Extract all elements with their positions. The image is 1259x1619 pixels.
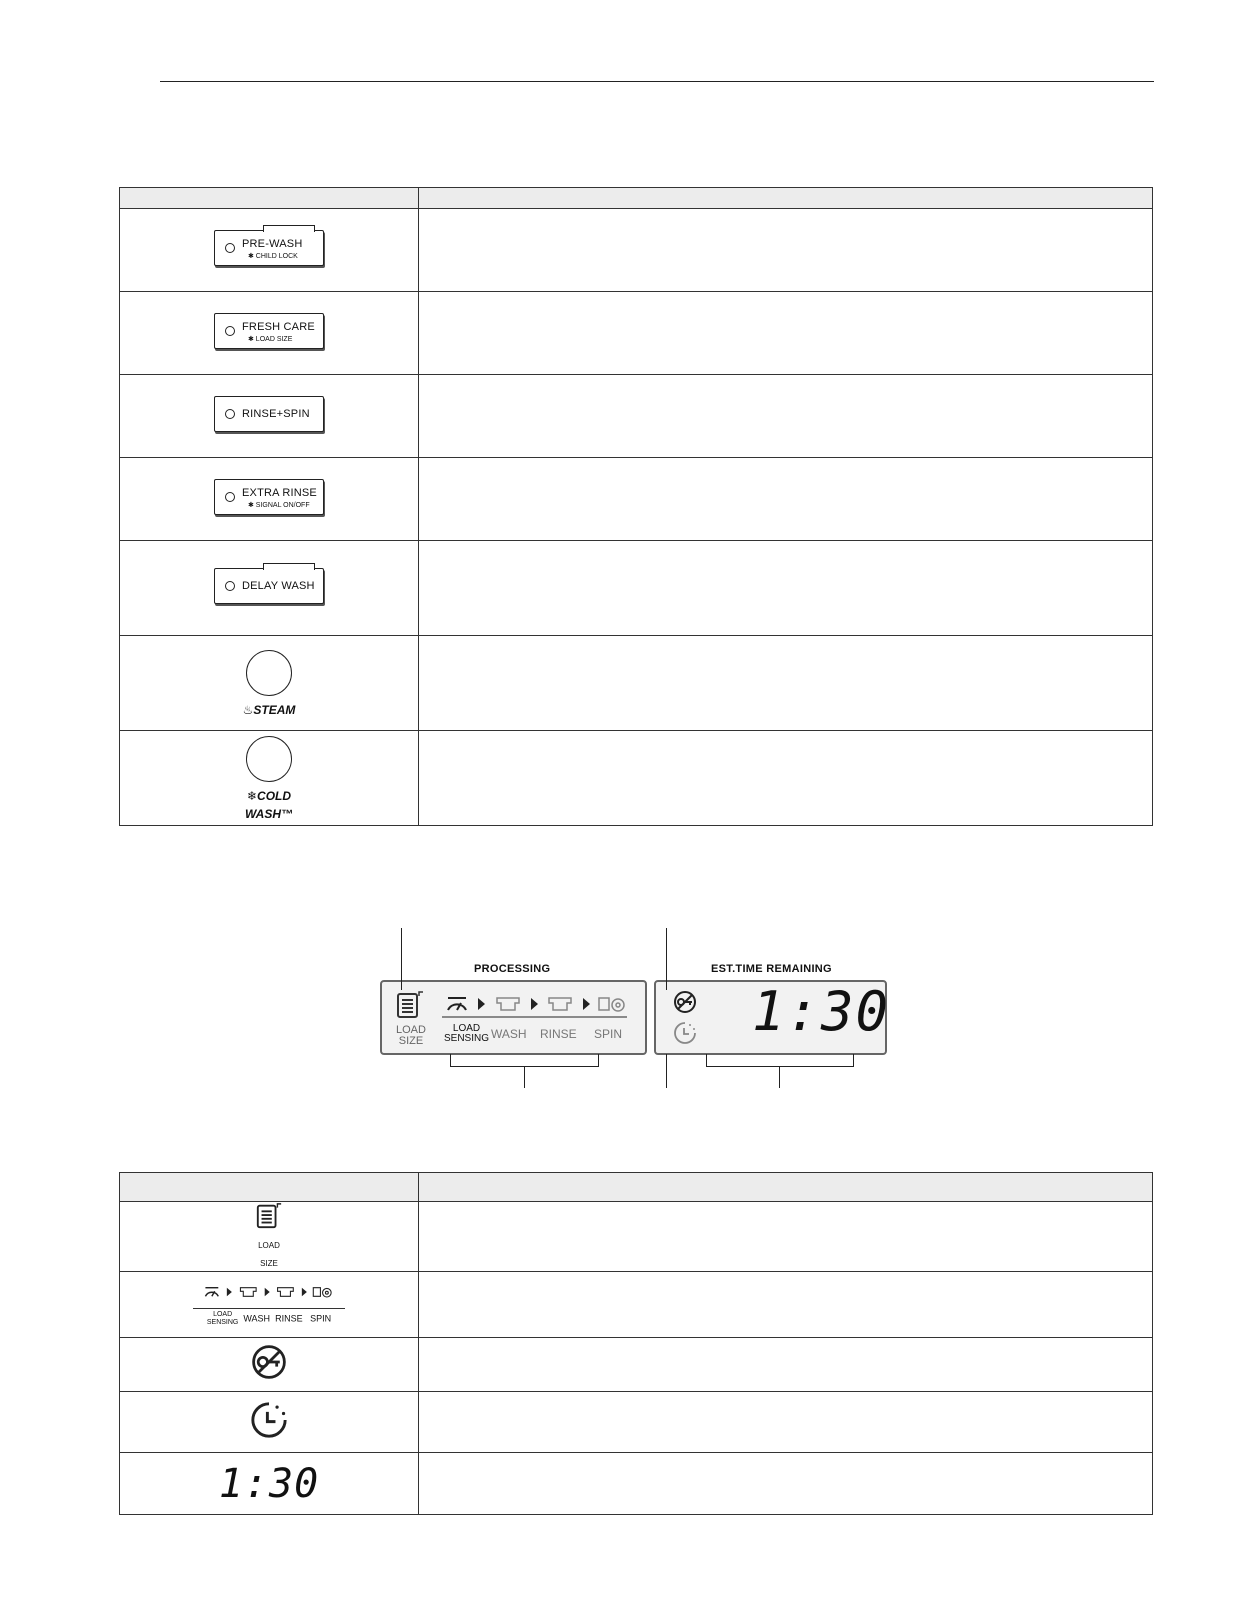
table-row [120,1338,1153,1392]
size-text: SIZE [260,1259,278,1268]
row-description [419,731,1153,826]
bracket-line [706,1066,854,1067]
extra-rinse-label: EXTRA RINSE [242,486,317,499]
load-size-icon [395,990,425,1020]
time-digits: 1:30 [218,1460,320,1507]
options-table [119,187,1153,826]
signal-label: ✱ SIGNAL ON/OFF [248,501,310,509]
table-row [120,1392,1153,1453]
sensing-l2: SENSING [206,1319,239,1326]
indicators-table-header-desc [419,1173,1153,1202]
load-text: LOAD [258,1241,280,1250]
pre-wash-label: PRE-WASH [242,237,303,250]
load-size-icon [255,1202,283,1230]
table-row [120,209,1153,292]
row-description [419,292,1153,375]
row-description [419,1338,1153,1392]
load-sensing-l1: LOAD [452,1023,481,1034]
fresh-care-label: FRESH CARE [242,320,315,333]
row-description [419,1202,1153,1272]
indicators-table [119,1172,1153,1515]
bracket-line [598,1054,599,1066]
cold-wash-button[interactable] [246,736,292,782]
load-size-text [258,1241,280,1268]
cycle-progress-icons [442,990,632,1018]
options-table-header-desc [419,188,1153,209]
options-table-header-icon [120,188,419,209]
steam-button[interactable] [246,650,292,696]
row-description [419,1453,1153,1515]
time-remaining-title: EST.TIME REMAINING [711,963,832,975]
rinse-text: RINSE [275,1313,303,1324]
rinse-spin-button[interactable] [214,396,324,432]
spin-text: SPIN [594,1027,623,1041]
delay-clock-icon [672,1020,698,1046]
leader-line [779,1066,780,1088]
cold-wash-label [245,789,293,821]
load-size-text [396,1025,426,1047]
fresh-care-button[interactable] [214,313,324,349]
row-description [419,209,1153,292]
led-indicator [225,326,235,336]
pre-wash-button[interactable] [214,230,324,266]
wash-text: WASH [491,1027,527,1041]
indicators-table-header-icon [120,1173,419,1202]
size-text: SIZE [398,1035,424,1047]
row-description [419,375,1153,458]
led-indicator [225,581,235,591]
sensing-l1: LOAD [213,1311,233,1318]
steam-text: STEAM [253,702,296,717]
rinse-spin-label: RINSE+SPIN [242,407,310,420]
child-lock-label: ✱ CHILD LOCK [248,252,298,260]
load-sensing-text [207,1311,239,1327]
delay-wash-label: DELAY WASH [242,579,315,592]
table-row [120,292,1153,375]
child-lock-icon [249,1342,289,1382]
wash-tm-text: WASH™ [245,806,293,821]
table-row [120,731,1153,826]
table-row [120,1453,1153,1515]
row-description [419,1392,1153,1453]
leader-line [524,1066,525,1088]
time-digits: 1:30 [752,980,891,1043]
leader-line [401,928,402,990]
row-description [419,1272,1153,1338]
table-row [120,375,1153,458]
display-panel-diagram [360,928,900,1088]
processing-panel [380,980,647,1055]
led-indicator [225,243,235,253]
delay-clock-icon [248,1399,290,1441]
row-description [419,541,1153,636]
delay-wash-button[interactable] [214,568,324,604]
load-size-label: ✱ LOAD SIZE [248,335,293,343]
wash-text: WASH [243,1313,271,1324]
load-text: LOAD [396,1024,426,1036]
extra-rinse-button[interactable] [214,479,324,515]
button-tab [263,563,315,570]
leader-line [666,928,667,990]
bracket-line [450,1054,451,1066]
button-tab [263,225,315,232]
steam-icon: ♨ [242,702,254,717]
cycle-progress-icons [193,1282,345,1302]
table-row [120,541,1153,636]
snowflake-icon: ❄ [246,788,258,803]
led-indicator [225,409,235,419]
cold-text: COLD [257,788,292,803]
rinse-text: RINSE [540,1027,577,1041]
spin-text: SPIN [310,1313,332,1324]
row-description [419,458,1153,541]
row-description [419,636,1153,731]
cycle-progress-indicator [193,1282,345,1327]
child-lock-icon [672,989,698,1015]
load-sensing-l2: SENSING [444,1033,490,1044]
bracket-line [706,1054,707,1066]
load-sensing-text [444,1024,489,1044]
time-panel [654,980,891,1055]
table-row [120,458,1153,541]
processing-title: PROCESSING [474,963,551,975]
table-row [120,1272,1153,1338]
steam-label [243,703,296,717]
cycle-step-labels [193,1308,345,1327]
led-indicator [225,492,235,502]
bracket-line [853,1054,854,1066]
table-row [120,1202,1153,1272]
header-rule [160,81,1154,82]
table-row [120,636,1153,731]
leader-line [666,1054,667,1088]
